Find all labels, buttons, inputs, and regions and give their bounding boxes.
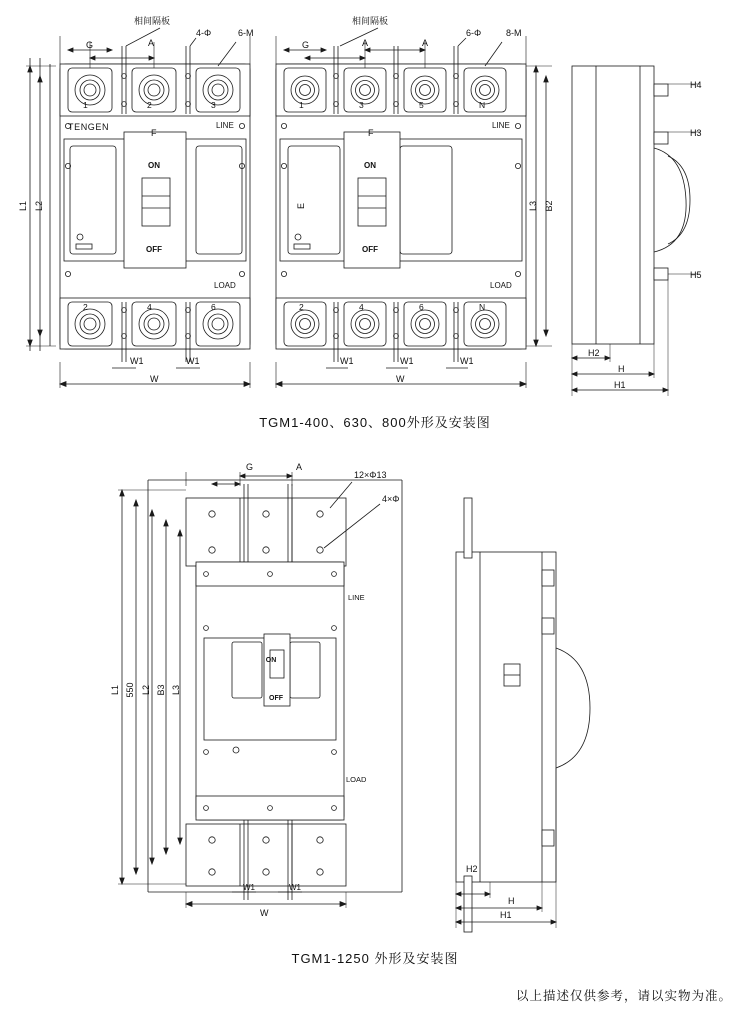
dim-H: H (508, 896, 515, 906)
dim-H5: H5 (690, 270, 702, 280)
dim-W1: W1 (130, 356, 144, 366)
terminal-label: 2 (147, 100, 152, 110)
dim-G: G (86, 40, 94, 50)
dim-L2: L2 (141, 684, 151, 696)
dim-L1: L1 (18, 200, 28, 212)
dim-H: H (618, 364, 625, 374)
dim-B3: B3 (156, 684, 166, 696)
line-label: LINE (492, 121, 510, 130)
terminal-label: 5 (419, 100, 424, 110)
dim-W1: W1 (400, 356, 414, 366)
terminal-label: 4 (147, 302, 152, 312)
terminal-label: 4 (359, 302, 364, 312)
dim-H2: H2 (466, 864, 478, 874)
dim-W: W (150, 374, 159, 384)
dim-A: A (296, 462, 303, 472)
off-label: OFF (362, 245, 378, 254)
dim-L2: L2 (34, 200, 44, 212)
dim-A: A (422, 38, 429, 48)
load-label: LOAD (214, 281, 236, 290)
dim-W1: W1 (340, 356, 354, 366)
caption-top: TGM1-400、630、800外形及安装图 (259, 415, 491, 430)
dim-W1: W1 (289, 883, 301, 892)
terminal-label: 3 (211, 100, 216, 110)
dim-W1: W1 (243, 883, 255, 892)
dim-H2: H2 (588, 348, 600, 358)
line-label: LINE (216, 121, 234, 130)
terminal-label: 2 (83, 302, 88, 312)
partition-label-right: 相间隔板 (352, 16, 389, 26)
dim-H1: H1 (500, 910, 512, 920)
load-label: LOAD (490, 281, 512, 290)
dim-W1: W1 (186, 356, 200, 366)
terminal-label: 6 (211, 302, 216, 312)
terminal-label: 2 (299, 302, 304, 312)
dim-L3: L3 (528, 200, 538, 212)
dim-550: 550 (125, 682, 135, 698)
line-label: LINE (348, 593, 365, 602)
dim-F: F (151, 128, 157, 138)
on-label: ON (265, 657, 277, 664)
holes-label-1250: 12×Φ13 (354, 470, 387, 480)
load-label: LOAD (346, 775, 367, 784)
dim-H1: H1 (614, 380, 626, 390)
holes-label-1250-b: 4×Φ (382, 494, 400, 504)
hole-label-3p: 4-Φ (196, 28, 212, 38)
dim-A: A (148, 38, 155, 48)
dim-G: G (246, 462, 254, 472)
dim-F: F (368, 128, 374, 138)
hole-label-4p: 6-Φ (466, 28, 482, 38)
dim-W: W (260, 908, 269, 918)
off-label: OFF (146, 245, 162, 254)
figure-tgm1-1250 (0, 452, 750, 952)
terminal-label: N (479, 302, 486, 312)
dim-W: W (396, 374, 405, 384)
dim-G: G (302, 40, 310, 50)
dim-H3: H3 (690, 128, 702, 138)
dim-W1: W1 (460, 356, 474, 366)
dim-A: A (362, 38, 369, 48)
thread-label-4p: 8-M (506, 28, 522, 38)
terminal-label: N (479, 100, 486, 110)
figure-tgm1-400-630-800 (0, 6, 750, 406)
terminal-label: 1 (299, 100, 304, 110)
on-label: ON (364, 161, 376, 170)
dim-L1: L1 (110, 684, 120, 696)
brand-label: TENGEN (68, 122, 110, 132)
terminal-label: 3 (359, 100, 364, 110)
footer-note: 以上描述仅供参考，请以实物为准。 (515, 989, 732, 1003)
dim-E: E (296, 202, 306, 210)
on-label: ON (148, 161, 160, 170)
dim-B2: B2 (544, 200, 554, 212)
terminal-label: 1 (83, 100, 88, 110)
thread-label-3p: 6-M (238, 28, 254, 38)
terminal-label: 6 (419, 302, 424, 312)
dim-H4: H4 (690, 80, 702, 90)
off-label: OFF (269, 695, 283, 702)
dim-L3: L3 (171, 684, 181, 696)
partition-label-left: 相间隔板 (134, 16, 171, 26)
caption-bottom: TGM1-1250 外形及安装图 (291, 951, 459, 966)
